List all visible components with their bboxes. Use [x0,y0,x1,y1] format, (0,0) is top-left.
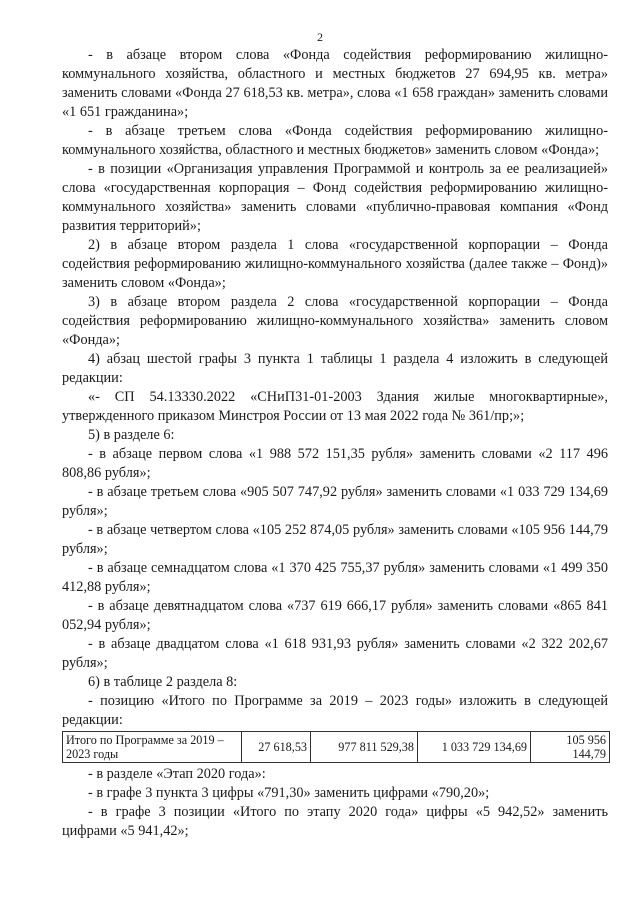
paragraphs-after-table [62,765,608,841]
table-cell-regional: 1 033 729 134,69 [418,732,531,763]
paragraph: 4) абзац шестой графы 3 пункта 1 таблицы 1 раздела 4 изложить в следующей редакции: [62,351,608,386]
paragraph: - в графе 3 пункта 3 цифры «791,30» заменить цифрами «790,20»; [88,785,490,801]
paragraph: - в графе 3 позиции «Итого по этапу 2020 года» цифры «5 942,52» заменить цифрами «5 941,42»; [62,804,608,839]
table-cell-local: 105 956 144,79 [531,732,610,763]
paragraph: - в абзаце третьем слова «905 507 747,92 рубля» заменить словами «1 033 729 134,69 рубля»; [62,484,608,519]
paragraph: - в разделе «Этап 2020 года»: [88,766,266,782]
paragraph: - в абзаце семнадцатом слова «1 370 425 755,37 рубля» заменить словами «1 499 350 412,88 рубля»; [62,560,608,595]
paragraph: - в позиции «Организация управления Программой и контроль за ее реализацией» слова «государственная корпорация – Фонд содействия реформированию жилищно-коммунального хозяйства» заменить словами «публично-правовая компания «Фонд развития территорий»; [62,161,608,234]
paragraph: 2) в абзаце втором раздела 1 слова «государственной корпорации – Фонда содействия реформированию жилищно-коммунального хозяйства (далее также – Фонд)» заменить словом «Фонда»; [62,237,608,291]
paragraph: «- СП 54.13330.2022 «СНиП31-01-2003 Здания жилые многоквартирные», утвержденного приказом Минстроя России от 13 мая 2022 года № 361/пр;»; [62,389,608,424]
page-number: 2 [317,30,323,44]
paragraph: 5) в разделе 6: [88,427,175,443]
table-cell-area: 27 618,53 [242,732,311,763]
paragraph: - в абзаце третьем слова «Фонда содействия реформированию жилищно-коммунального хозяйства, областного и местных бюджетов» заменить словом «Фонда»; [62,123,608,158]
paragraph: - в абзаце девятнадцатом слова «737 619 666,17 рубля» заменить словами «865 841 052,94 рубля»; [62,598,608,633]
program-total-table [62,731,610,763]
table-cell-fund: 977 811 529,38 [311,732,418,763]
paragraph: - позицию «Итого по Программе за 2019 – 2023 годы» изложить в следующей редакции: [62,693,608,728]
table-row-label: Итого по Программе за 2019 – 2023 годы [63,732,242,763]
paragraph: - в абзаце первом слова «1 988 572 151,35 рубля» заменить словами «2 117 496 808,86 рубля»; [62,446,608,481]
paragraph: - в абзаце четвертом слова «105 252 874,05 рубля» заменить словами «105 956 144,79 рубля»; [62,522,608,557]
paragraph: 6) в таблице 2 раздела 8: [88,674,238,690]
paragraphs-before-table [62,46,608,730]
paragraph: - в абзаце втором слова «Фонда содействия реформированию жилищно-коммунального хозяйства, областного и местных бюджетов 27 694,95 кв. метра» заменить словами «Фонда 27 618,53 кв. метра», слова «1 658 граждан» заменить словами «1 651 гражданина»; [62,47,608,120]
paragraph: - в абзаце двадцатом слова «1 618 931,93 рубля» заменить словами «2 322 202,67 рубля»; [62,636,608,671]
table-row [63,732,610,763]
document-body [62,46,608,841]
paragraph: 3) в абзаце втором раздела 2 слова «государственной корпорации – Фонда содействия реформированию жилищно-коммунального хозяйства» заменить словом «Фонда»; [62,294,608,348]
